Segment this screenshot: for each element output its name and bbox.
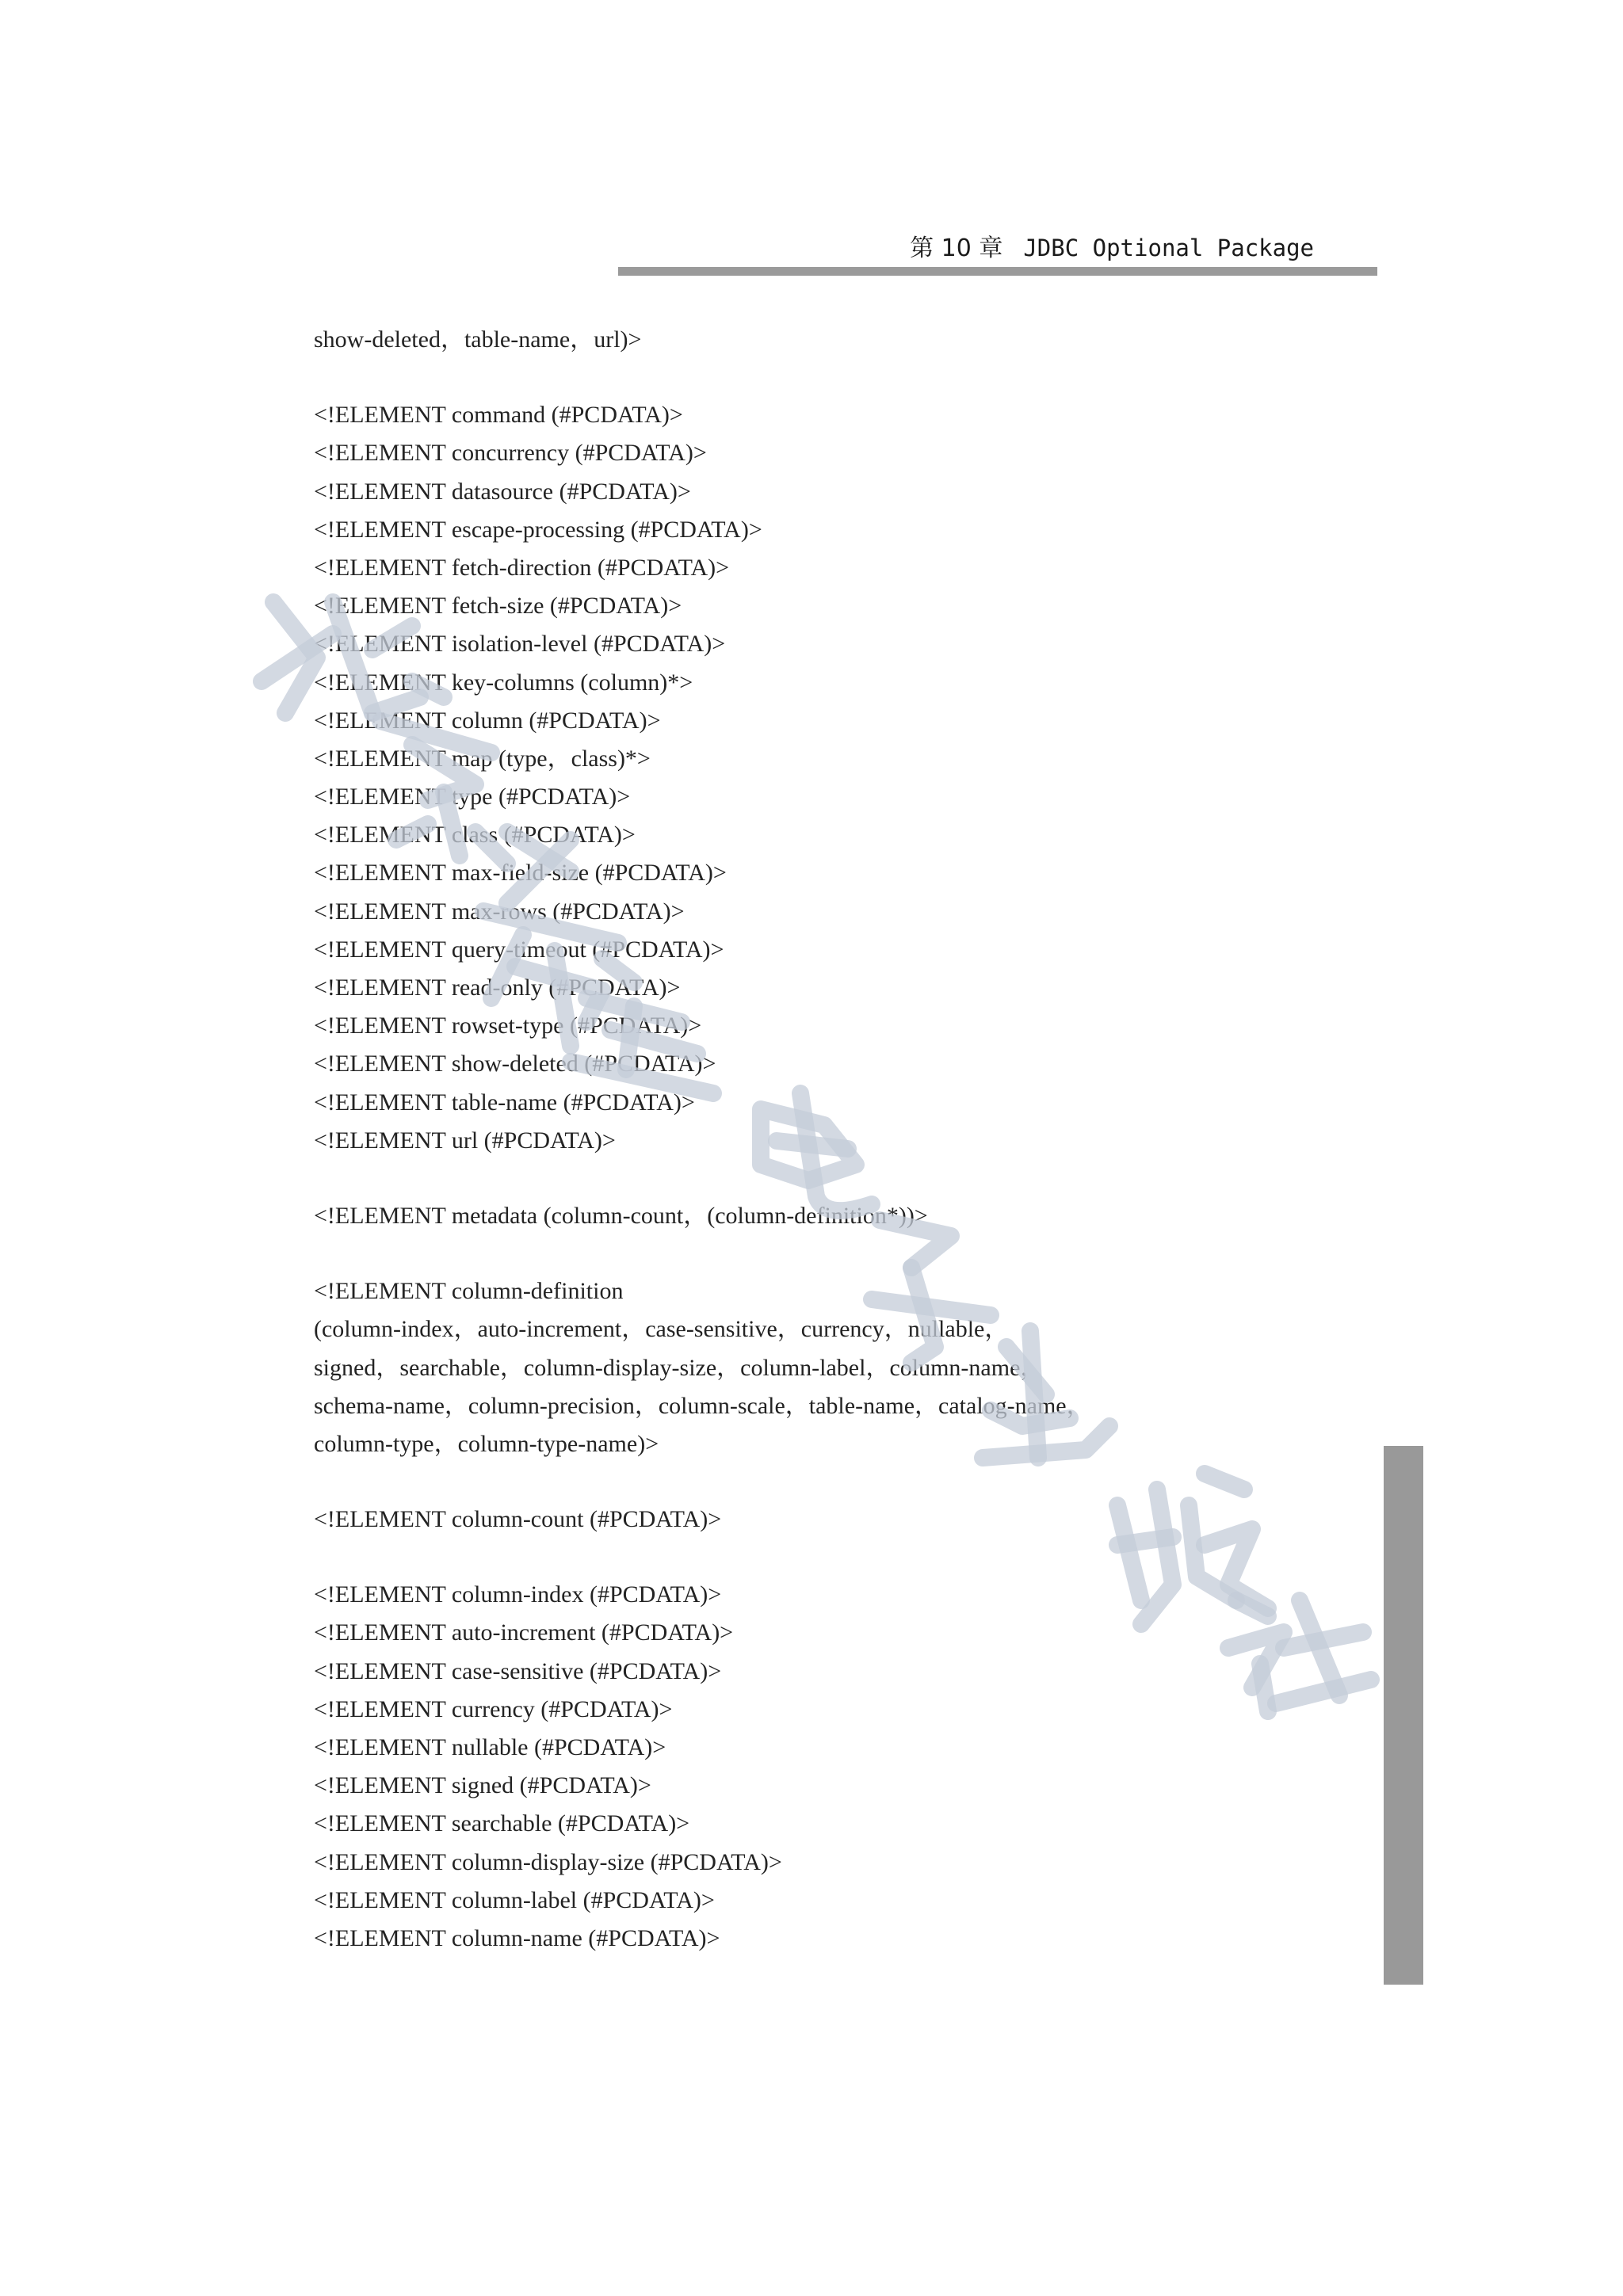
code-line: <!ELEMENT case-sensitive (#PCDATA)> bbox=[314, 1657, 722, 1684]
header-rule bbox=[618, 267, 1377, 276]
code-line: <!ELEMENT command (#PCDATA)> bbox=[314, 402, 683, 429]
code-line: <!ELEMENT metadata (column-count，(column-definition*))> bbox=[314, 1202, 928, 1229]
page-header bbox=[0, 0, 1623, 285]
code-line: <!ELEMENT class (#PCDATA)> bbox=[314, 822, 636, 849]
code-line: <!ELEMENT concurrency (#PCDATA)> bbox=[314, 440, 707, 467]
code-line: <!ELEMENT datasource (#PCDATA)> bbox=[314, 478, 691, 505]
code-line: <!ELEMENT rowset-type (#PCDATA)> bbox=[314, 1013, 702, 1039]
code-block bbox=[314, 1501, 1360, 1539]
code-line: (column-index，auto-increment，case-sensitive，currency，nullable， bbox=[314, 1316, 1009, 1343]
chapter-number: 第 10 章 bbox=[910, 235, 1003, 262]
code-line: <!ELEMENT column-name (#PCDATA)> bbox=[314, 1924, 720, 1951]
code-block bbox=[314, 1197, 1360, 1235]
code-block bbox=[314, 321, 1360, 359]
code-line: <!ELEMENT read-only (#PCDATA)> bbox=[314, 974, 681, 1001]
code-line: <!ELEMENT max-rows (#PCDATA)> bbox=[314, 898, 685, 925]
thumb-index-tab bbox=[1384, 1446, 1423, 1985]
code-line: <!ELEMENT column-count (#PCDATA)> bbox=[314, 1506, 722, 1533]
code-line: <!ELEMENT type (#PCDATA)> bbox=[314, 784, 631, 810]
dtd-code-listing bbox=[314, 321, 1360, 1958]
code-line: <!ELEMENT url (#PCDATA)> bbox=[314, 1127, 616, 1154]
code-line: <!ELEMENT max-field-size (#PCDATA)> bbox=[314, 860, 727, 887]
code-line: <!ELEMENT nullable (#PCDATA)> bbox=[314, 1734, 666, 1760]
code-line: <!ELEMENT isolation-level (#PCDATA)> bbox=[314, 631, 726, 658]
code-line: <!ELEMENT column (#PCDATA)> bbox=[314, 707, 661, 734]
code-line: <!ELEMENT column-index (#PCDATA)> bbox=[314, 1581, 722, 1608]
code-line: signed，searchable，column-display-size，column-label，column-name， bbox=[314, 1354, 1044, 1381]
code-line: <!ELEMENT signed (#PCDATA)> bbox=[314, 1772, 651, 1799]
code-block bbox=[314, 1272, 1360, 1463]
code-line: <!ELEMENT column-display-size (#PCDATA)> bbox=[314, 1848, 782, 1875]
code-line: column-type，column-type-name)> bbox=[314, 1430, 659, 1457]
code-line: <!ELEMENT auto-increment (#PCDATA)> bbox=[314, 1619, 734, 1646]
code-line: <!ELEMENT column-definition bbox=[314, 1278, 624, 1305]
running-header bbox=[910, 235, 1314, 262]
code-line: <!ELEMENT searchable (#PCDATA)> bbox=[314, 1810, 690, 1837]
code-line: <!ELEMENT currency (#PCDATA)> bbox=[314, 1695, 673, 1722]
code-block bbox=[314, 1576, 1360, 1958]
code-line: <!ELEMENT table-name (#PCDATA)> bbox=[314, 1089, 695, 1116]
code-line: <!ELEMENT fetch-size (#PCDATA)> bbox=[314, 593, 682, 620]
code-line: <!ELEMENT escape-processing (#PCDATA)> bbox=[314, 516, 762, 543]
code-line: show-deleted，table-name，url)> bbox=[314, 326, 642, 353]
code-line: <!ELEMENT map (type，class)*> bbox=[314, 745, 651, 772]
code-line: <!ELEMENT key-columns (column)*> bbox=[314, 669, 693, 696]
code-line: <!ELEMENT query-timeout (#PCDATA)> bbox=[314, 936, 724, 963]
code-line: <!ELEMENT column-label (#PCDATA)> bbox=[314, 1886, 715, 1913]
code-line: schema-name，column-precision，column-scale，table-name，catalog-name， bbox=[314, 1392, 1090, 1419]
chapter-title: JDBC Optional Package bbox=[1023, 235, 1314, 261]
code-block bbox=[314, 396, 1360, 1160]
code-line: <!ELEMENT fetch-direction (#PCDATA)> bbox=[314, 554, 730, 581]
code-line: <!ELEMENT show-deleted (#PCDATA)> bbox=[314, 1051, 716, 1077]
